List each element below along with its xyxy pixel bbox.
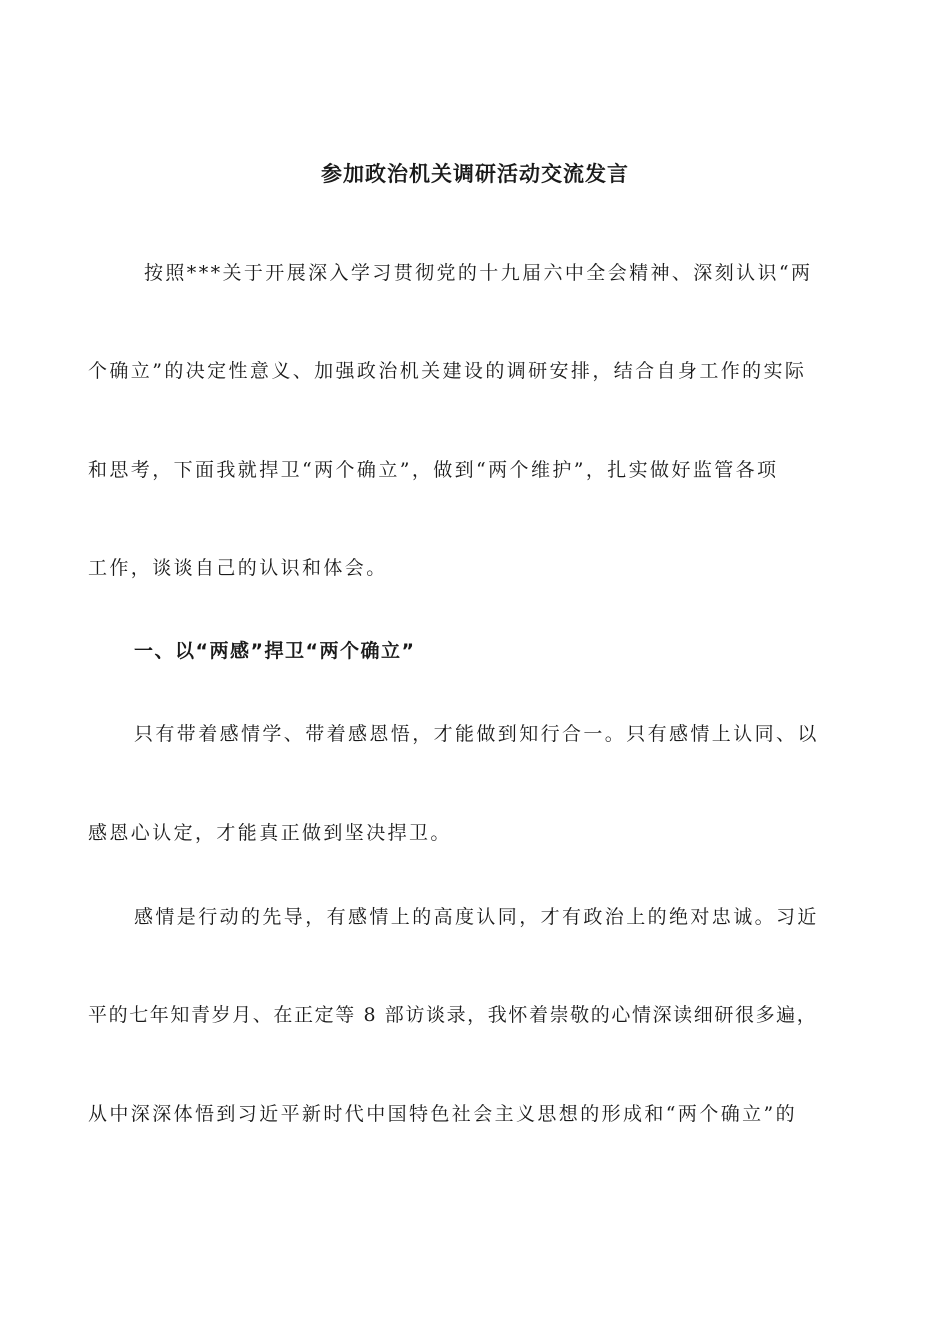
paragraph-1-line-1: 按照***关于开展深入学习贯彻党的十九届六中全会精神、深刻认识“两	[144, 262, 813, 284]
document-title: 参加政治机关调研活动交流发言	[321, 162, 629, 186]
paragraph-3-line-2: 平的七年知青岁月、在正定等 8 部访谈录，我怀着崇敬的心情深读细研很多遍，	[88, 1004, 818, 1026]
paragraph-1-line-2: 个确立”的决定性意义、加强政治机关建设的调研安排，结合自身工作的实际	[88, 360, 807, 382]
paragraph-3-line-3: 从中深深体悟到习近平新时代中国特色社会主义思想的形成和“两个确立”的	[88, 1103, 798, 1125]
section-1-heading: 一、以“两感”捍卫“两个确立”	[134, 640, 416, 662]
paragraph-1-line-3: 和思考，下面我就捍卫“两个确立”，做到“两个维护”，扎实做好监管各项	[88, 459, 779, 481]
paragraph-3-line-1: 感情是行动的先导，有感情上的高度认同，才有政治上的绝对忠诚。习近	[134, 906, 819, 928]
paragraph-1-line-4: 工作，谈谈自己的认识和体会。	[88, 557, 388, 579]
paragraph-2-line-1: 只有带着感情学、带着感恩悟，才能做到知行合一。只有感情上认同、以	[134, 723, 819, 745]
paragraph-2-line-2: 感恩心认定，才能真正做到坚决捍卫。	[88, 822, 452, 844]
